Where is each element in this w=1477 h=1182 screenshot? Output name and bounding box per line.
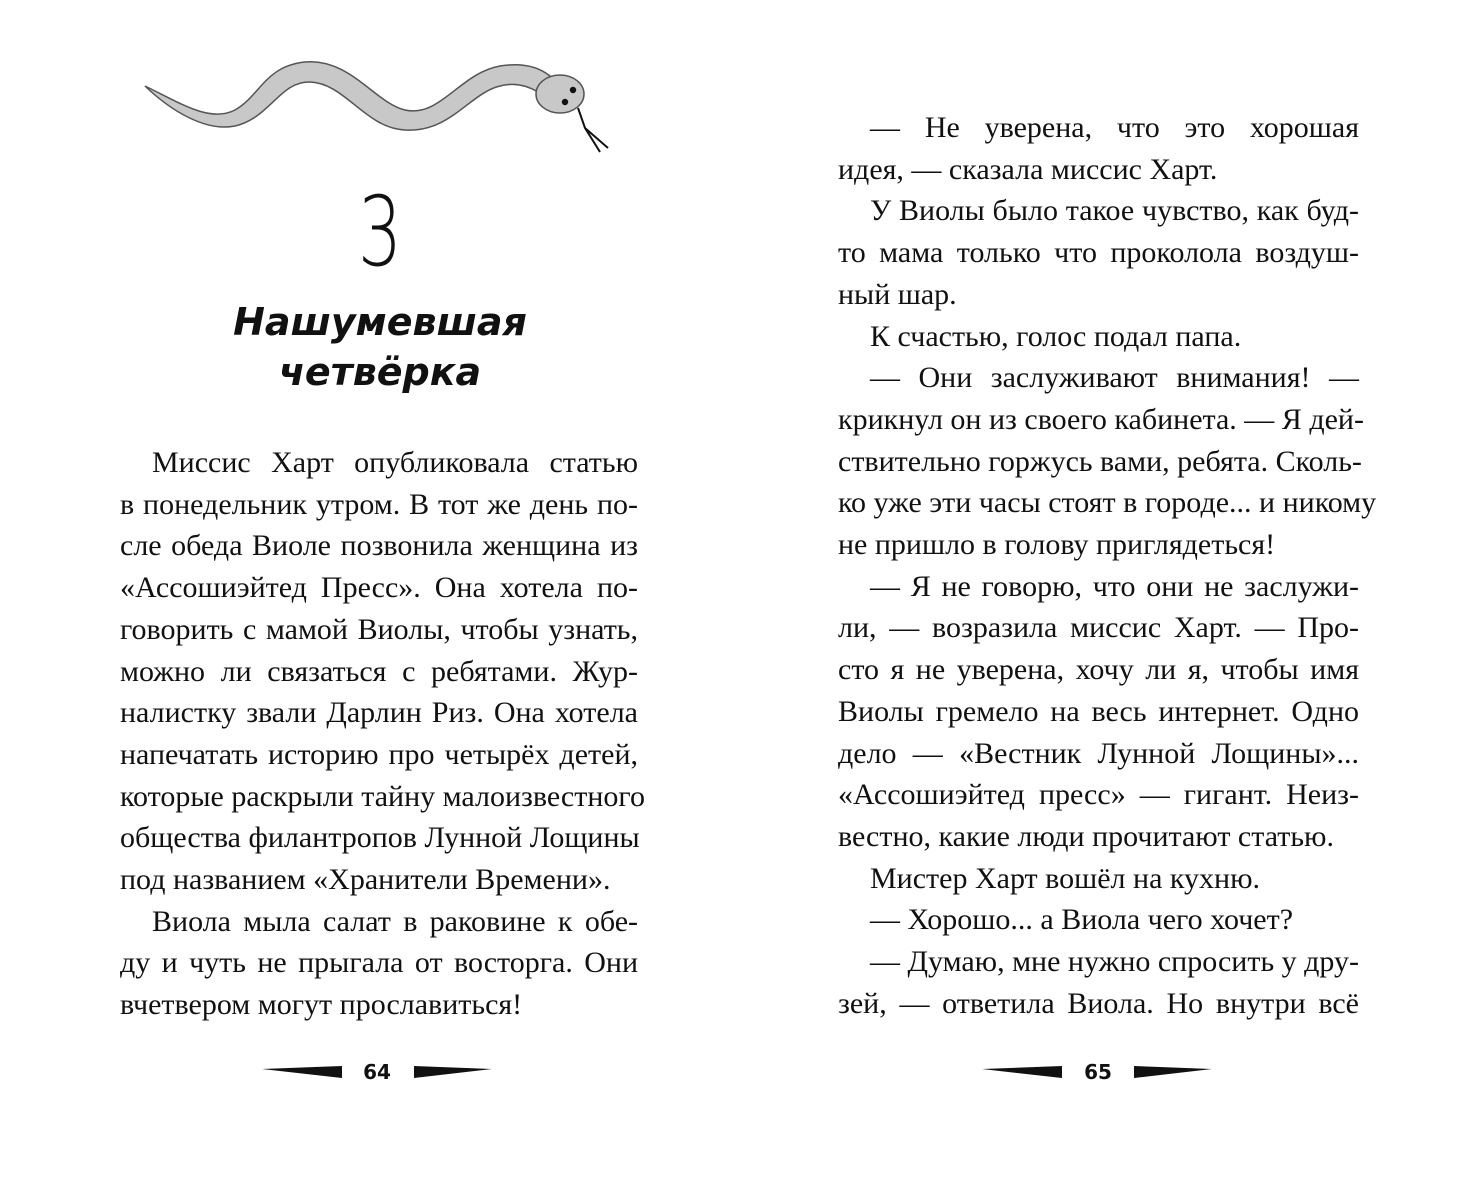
text-line: — Они заслуживают внимания! — [870,361,1359,395]
left-body-text [120,442,645,1026]
text-line: говорить с мамой Виолы, чтобы узнать, [120,612,638,646]
text-line: под названием «Хранители Времени». [120,863,611,897]
chapter-number: 3 [358,176,402,288]
text-line: «Ассошиэйтед пресс» — гигант. Неиз- [838,778,1359,812]
text-line: Миссис Харт опубликовала статью [152,446,638,479]
text-line: общества филантропов Лунной Лощины [120,821,640,855]
text-line: — Я не говорю, что они не заслужи- [870,569,1359,603]
text-line: Виола мыла салат в раковине к обе- [152,904,638,938]
text-line: налистку звали Дарлин Риз. Она хотела [120,696,638,730]
chapter-title-line-2: четвёрка [278,350,482,394]
text-line: зей, — ответила Виола. Но внутри всё [838,986,1359,1020]
text-line: сто я не уверена, хочу ли я, чтобы имя [838,653,1359,687]
text-line: идея, — сказала миссис Харт. [838,152,1218,186]
text-line: ду и чуть не прыгала от восторга. Они [120,946,638,980]
text-line: дело — «Вестник Лунной Лощины»... [838,736,1359,770]
text-line: — Думаю, мне нужно спросить у дру- [870,945,1360,979]
text-line: в понедельник утром. В тот же день по- [120,487,638,521]
page-number: 64 [363,1060,391,1084]
text-line: которые раскрыли тайну малоизвестного [120,779,645,813]
text-line: сле обеда Виоле позвонила женщина из [120,529,638,563]
text-line: К счастью, голос подал папа. [870,319,1242,353]
text-line: не пришло в голову приглядеться! [838,528,1276,562]
text-line: ли, — возразила миссис Харт. — Про- [838,611,1359,645]
text-line: вестно, какие люди прочитают статью. [838,819,1334,853]
text-line: ствительно горжусь вами, ребята. Сколь- [838,444,1362,478]
text-line: — Хорошо... а Виола чего хочет? [870,903,1294,937]
text-line: «Ассошиэйтед Пресс». Она хотела по- [120,571,638,605]
left-page [0,0,738,1182]
text-line: крикнул он из своего кабинета. — Я дей- [838,402,1364,436]
text-line: ко уже эти часы стоят в городе... и никому [838,486,1377,520]
text-line: то мама только что проколола воздуш- [838,236,1359,270]
text-line: Мистер Харт вошёл на кухню. [870,861,1260,895]
text-line: — Не уверена, что это хорошая [870,111,1359,144]
folio-left-wedge-icon [982,1066,1062,1078]
right-body-text [838,107,1377,1024]
text-line: Виолы гремело на весь интернет. Одно [838,694,1359,728]
page-number: 65 [1084,1060,1112,1084]
text-line: вчетвером могут прославиться! [120,988,523,1022]
snake-ornament-icon [140,48,620,168]
right-page-folio [982,1058,1212,1088]
text-line: можно ли связаться с ребятами. Жур- [120,654,638,688]
text-line: ный шар. [838,277,957,311]
folio-right-wedge-icon [1134,1066,1212,1078]
text-line: У Виолы было такое чувство, как буд- [870,194,1359,228]
chapter-title-line-1: Нашумевшая [233,300,527,344]
folio-left-wedge-icon [262,1066,342,1078]
folio-right-wedge-icon [414,1066,492,1078]
left-page-folio [262,1058,492,1088]
text-line: напечатать историю про четырёх детей, [120,737,638,771]
